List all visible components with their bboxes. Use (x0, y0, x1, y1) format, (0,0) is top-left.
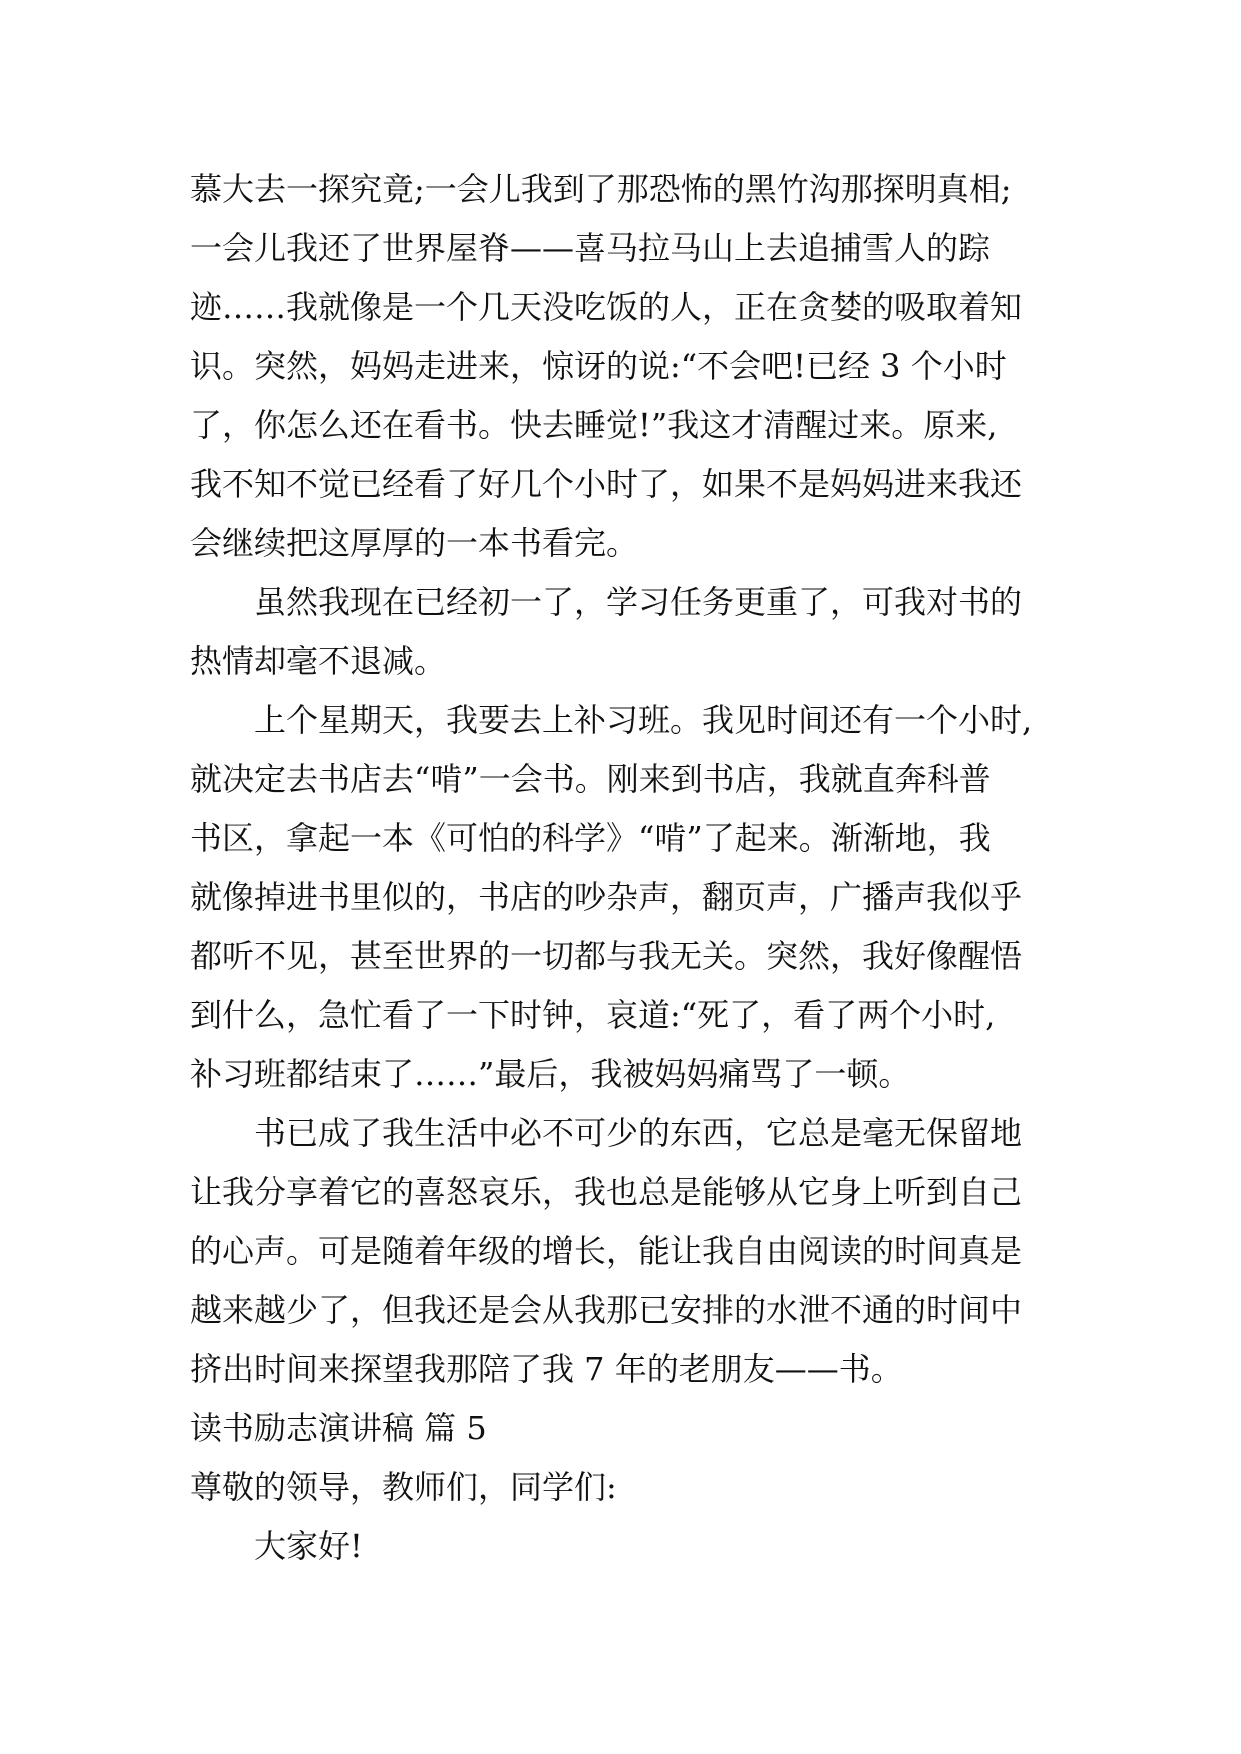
text-line: 补习班都结束了……”最后，我被妈妈痛骂了一顿。 (190, 1055, 911, 1093)
salutation: 尊敬的领导，教师们，同学们: (190, 1468, 617, 1506)
text-line: 识。突然，妈妈走进来，惊讶的说:“不会吧!已经 3 个小时 (190, 347, 1007, 385)
paragraph-first-line: 上个星期天，我要去上补习班。我见时间还有一个小时, (254, 701, 1033, 739)
text-line: 都听不见，甚至世界的一切都与我无关。突然，我好像醒悟 (190, 937, 1023, 975)
text-line: 就决定去书店去“啃”一会书。刚来到书店，我就直奔科普 (190, 760, 991, 798)
text-line: 会继续把这厚厚的一本书看完。 (190, 524, 639, 562)
text-line: 热情却毫不退减。 (190, 642, 447, 680)
text-line: 了，你怎么还在看书。快去睡觉!”我这才清醒过来。原来, (190, 406, 998, 444)
text-line: 迹……我就像是一个几天没吃饭的人，正在贪婪的吸取着知 (190, 288, 1023, 326)
paragraph-first-line: 虽然我现在已经初一了，学习任务更重了，可我对书的 (254, 583, 1023, 621)
section-heading: 读书励志演讲稿 篇 5 (190, 1409, 487, 1447)
text-line: 挤出时间来探望我那陪了我 7 年的老朋友——书。 (190, 1350, 903, 1388)
text-line: 我不知不觉已经看了好几个小时了，如果不是妈妈进来我还 (190, 465, 1023, 503)
paragraph-first-line: 书已成了我生活中必不可少的东西，它总是毫无保留地 (254, 1114, 1023, 1152)
text-line: 就像掉进书里似的，书店的吵杂声，翻页声，广播声我似乎 (190, 878, 1023, 916)
text-line: 书区，拿起一本《可怕的科学》“啃”了起来。渐渐地，我 (190, 819, 991, 857)
text-line: 的心声。可是随着年级的增长，能让我自由阅读的时间真是 (190, 1232, 1023, 1270)
text-line: 让我分享着它的喜怒哀乐，我也总是能够从它身上听到自己 (190, 1173, 1023, 1211)
text-line: 越来越少了，但我还是会从我那已安排的水泄不通的时间中 (190, 1291, 1023, 1329)
text-line: 慕大去一探究竟;一会儿我到了那恐怖的黑竹沟那探明真相; (190, 170, 1012, 208)
body-text (190, 160, 1070, 1576)
text-line: 一会儿我还了世界屋脊——喜马拉马山上去追捕雪人的踪 (190, 229, 991, 267)
text-line: 到什么，急忙看了一下时钟，哀道:“死了，看了两个小时, (190, 996, 996, 1034)
greeting: 大家好! (254, 1527, 363, 1565)
